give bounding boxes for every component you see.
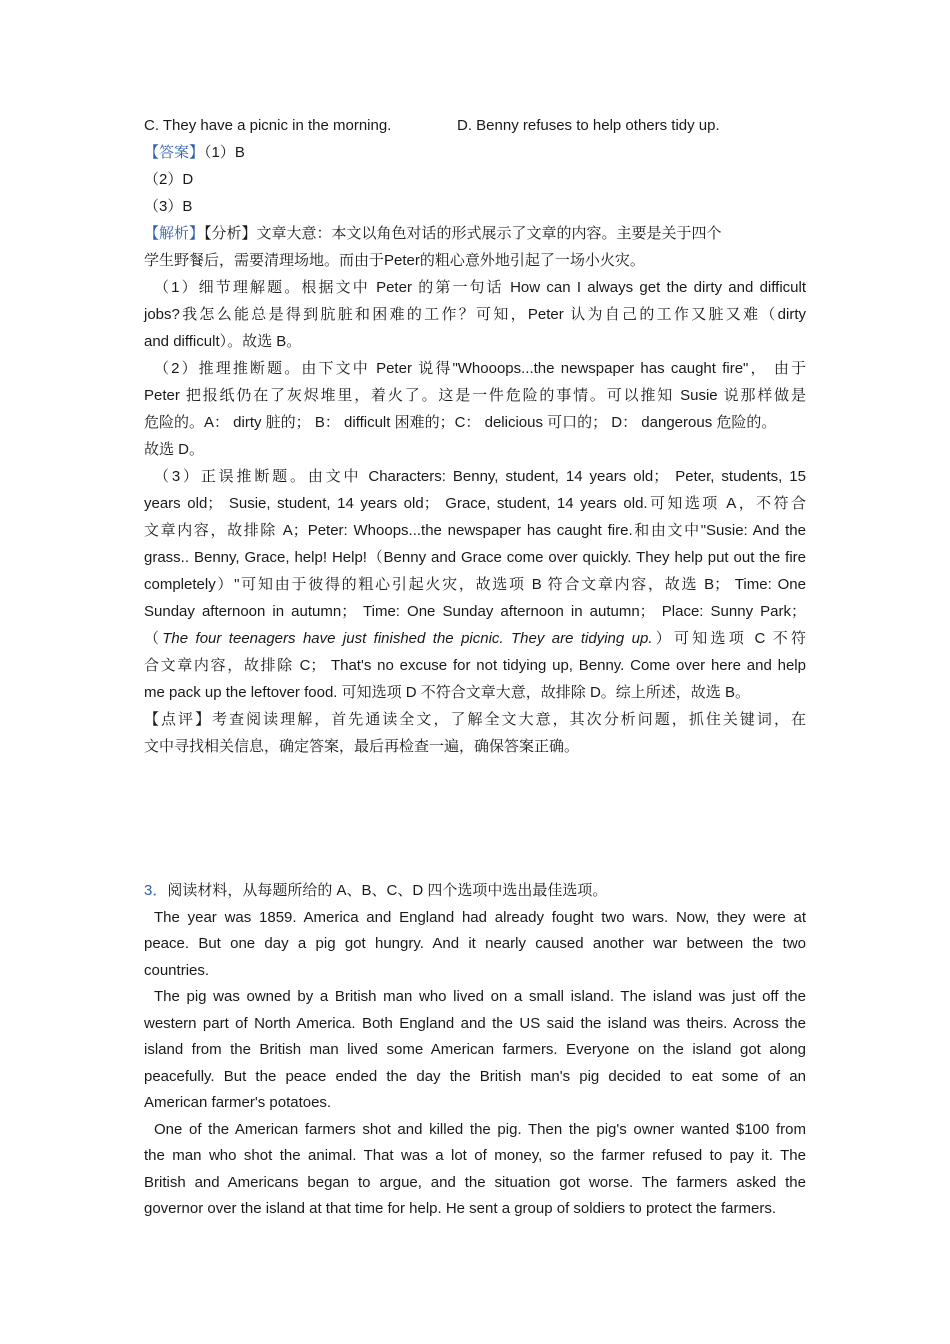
question-number: 3． <box>144 882 168 899</box>
passage-p2-line-4: peacefully. But the peace ended the day the British man's pig decided to eat some of an <box>144 1067 806 1085</box>
italic-quote: The four teenagers have just finished the picnic. They are tidying up. <box>162 630 653 647</box>
analysis-2-line-2: Peter 把报纸仍在了灰烬堆里，着火了。这是一件危险的事情。可以推知 Susie 说那样做是 <box>144 387 806 404</box>
answer-line <box>144 139 806 166</box>
analysis-intro-1: 【分析】文章大意：本文以角色对话的形式展示了文章的内容。主要是关于四个 <box>204 225 722 242</box>
analysis-label: 【解析】 <box>144 225 205 242</box>
analysis-1-line-2: jobs?我怎么能总是得到肮脏和困难的工作？可知，Peter 认为自己的工作又脏又难（dirty <box>144 306 806 323</box>
passage-p2-line-3: island from the British man lived some American farmers. Everyone on the island got along <box>144 1041 806 1058</box>
question-3-header <box>144 878 806 905</box>
option-c: C. They have a picnic in the morning. <box>144 117 392 134</box>
passage-p1-line-2: peace. But one day a pig got hungry. And it nearly caused another war between the two <box>144 935 806 952</box>
analysis-3-line-7-rest: ）可知选项 C 不符 <box>652 630 806 647</box>
analysis-3-line-6: Sunday afternoon in autumn； Time: One Sunday afternoon in autumn； Place: Sunny Park； <box>144 603 806 620</box>
answer-2: （2）D <box>144 171 194 188</box>
passage-p3-line-2: the man who shot the animal. That was a lot of money, so the farmer refused to pay it. The <box>144 1147 806 1164</box>
analysis-intro <box>144 220 806 247</box>
answer-section <box>144 112 806 760</box>
paren-open: （ <box>144 630 163 647</box>
analysis-2-line-1: （2）推理推断题。由下文中 Peter 说得"Whooops...the newspaper has caught fire"， 由于 <box>154 360 806 377</box>
question-3-section <box>144 878 806 1223</box>
passage-p2-line-2: western part of North America. Both England and the US said the island was theirs. Across the <box>144 1014 806 1032</box>
passage-p3-line-1: One of the American farmers shot and killed the pig. Then the pig's owner wanted $100 from <box>154 1120 806 1138</box>
analysis-3-line-1: （3）正误推断题。由文中 Characters: Benny, student, 14 years old； Peter, students, 15 <box>154 468 806 485</box>
analysis-2-line-4: 故选 D。 <box>144 441 205 458</box>
analysis-intro-2: 学生野餐后，需要清理场地。而由于Peter的粗心意外地引起了一场小火灾。 <box>144 252 645 269</box>
passage-p2-line-5: American farmer's potatoes. <box>144 1094 332 1111</box>
analysis-3-line-8: 合文章内容，故排除 C； That's no excuse for not tidying up, Benny. Come over here and help <box>144 657 806 674</box>
passage-p1-line-1: The year was 1859. America and England had already fought two wars. Now, they were at <box>154 908 806 926</box>
answer-1: （1）B <box>204 144 245 161</box>
analysis-1-line-1: （1）细节理解题。根据文中 Peter 的第一句话 How can I always get the dirty and difficult <box>154 279 806 296</box>
passage-p3-line-4: governor over the island at that time for help. He sent a group of soldiers to protect the farmers. <box>144 1200 776 1217</box>
comment-line-2: 文中寻找相关信息，确定答案，最后再检查一遍，确保答案正确。 <box>144 738 580 755</box>
options-row <box>144 112 806 139</box>
analysis-3-line-7 <box>144 625 806 652</box>
analysis-3-line-2: years old； Susie, student, 14 years old； Grace, student, 14 years old.可知选项 A，不符合 <box>144 495 806 512</box>
answer-label: 【答案】 <box>144 144 205 161</box>
passage-p1-line-3: countries. <box>144 961 210 979</box>
analysis-3-line-5: completely）"可知由于彼得的粗心引起火灾，故选项 B 符合文章内容，故选 B； Time: One <box>144 576 806 593</box>
passage-p3-line-3: British and Americans began to argue, and the situation got worse. The farmers asked the <box>144 1173 806 1191</box>
option-d: D. Benny refuses to help others tidy up. <box>457 117 720 134</box>
analysis-1-line-3: and difficult）。故选 B。 <box>144 333 302 350</box>
analysis-3-line-9: me pack up the leftover food. 可知选项 D 不符合文章大意，故排除 D。综上所述，故选 B。 <box>144 684 750 701</box>
answer-3: （3）B <box>144 198 193 215</box>
analysis-3-line-4: grass.. Benny, Grace, help! Help!（Benny and Grace come over quickly. They help put out the fire <box>144 549 806 566</box>
comment-line-1: 【点评】考查阅读理解，首先通读全文，了解全文大意，其次分析问题，抓住关键词，在 <box>144 711 806 728</box>
passage-p2-line-1: The pig was owned by a British man who lived on a small island. The island was just off the <box>154 988 806 1005</box>
analysis-2-line-3: 危险的。A： dirty 脏的； B： difficult 困难的；C： delicious 可口的； D： dangerous 危险的。 <box>144 414 777 431</box>
analysis-3-line-3: 文章内容，故排除 A；Peter: Whoops...the newspaper has caught fire.和由文中"Susie: And the <box>144 522 806 539</box>
question-instruction: 阅读材料，从每题所给的 A、B、C、D 四个选项中选出最佳选项。 <box>167 882 608 899</box>
